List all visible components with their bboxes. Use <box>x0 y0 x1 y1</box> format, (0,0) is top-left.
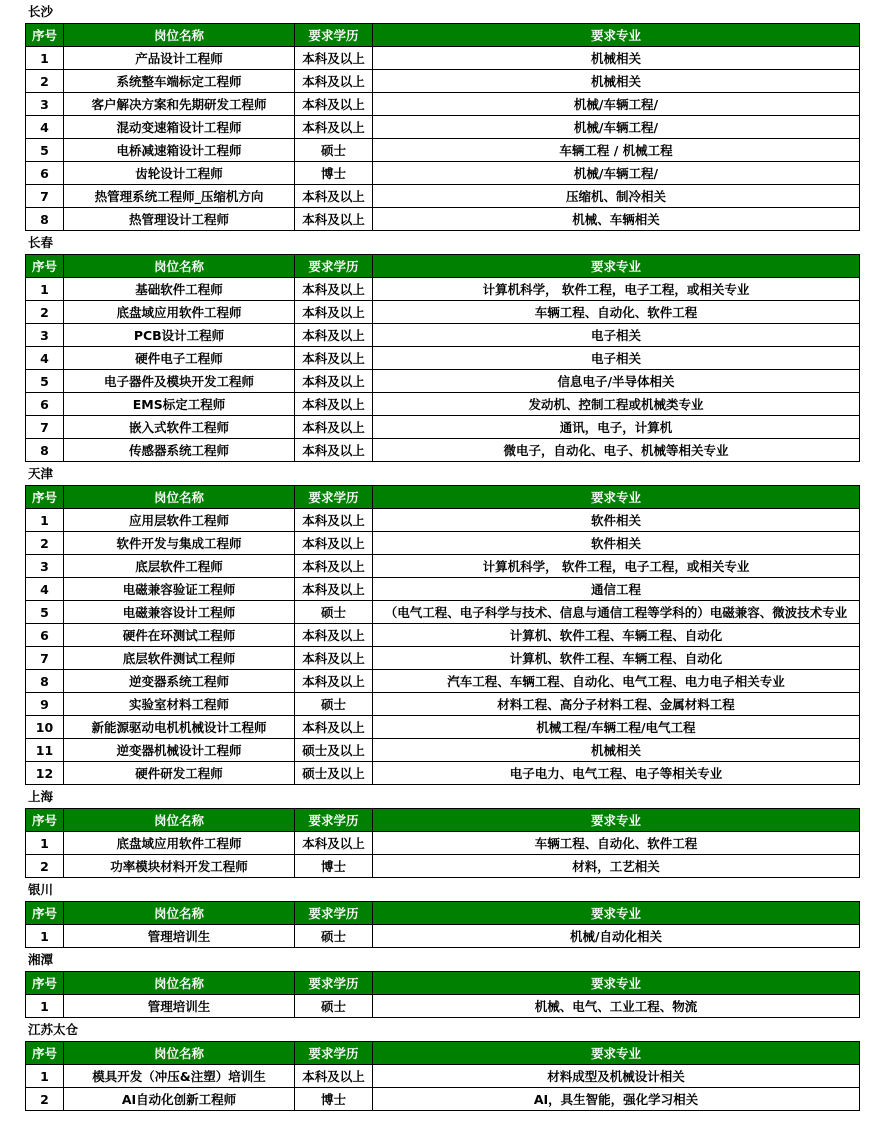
cell-education: 本科及以上 <box>295 47 373 70</box>
cell-position: 实验室材料工程师 <box>64 693 295 716</box>
cell-major: 计算机科学， 软件工程，电子工程，或相关专业 <box>373 278 860 301</box>
cell-seq: 1 <box>26 995 64 1018</box>
cell-major: 机械/车辆工程/ <box>373 116 860 139</box>
cell-education: 本科及以上 <box>295 670 373 693</box>
cell-seq: 6 <box>26 393 64 416</box>
header-seq: 序号 <box>26 902 64 925</box>
cell-seq: 7 <box>26 647 64 670</box>
header-position: 岗位名称 <box>64 24 295 47</box>
jobs-table <box>25 23 860 231</box>
cell-seq: 1 <box>26 832 64 855</box>
cell-seq: 5 <box>26 370 64 393</box>
cell-education: 硕士 <box>295 601 373 624</box>
cell-position: 客户解决方案和先期研发工程师 <box>64 93 295 116</box>
cell-education: 博士 <box>295 162 373 185</box>
cell-major: 机械、电气、工业工程、物流 <box>373 995 860 1018</box>
jobs-table <box>25 254 860 462</box>
cell-major: 通讯，电子，计算机 <box>373 416 860 439</box>
header-education: 要求学历 <box>295 255 373 278</box>
table-row <box>26 347 860 370</box>
table-row <box>26 762 860 785</box>
jobs-table <box>25 1041 860 1111</box>
table-row <box>26 70 860 93</box>
cell-position: 混动变速箱设计工程师 <box>64 116 295 139</box>
cell-position: 管理培训生 <box>64 925 295 948</box>
table-row <box>26 832 860 855</box>
cell-major: 微电子，自动化、电子、机械等相关专业 <box>373 439 860 462</box>
cell-position: 硬件研发工程师 <box>64 762 295 785</box>
cell-position: 产品设计工程师 <box>64 47 295 70</box>
cell-seq: 9 <box>26 693 64 716</box>
cell-major: 信息电子/半导体相关 <box>373 370 860 393</box>
table-row <box>26 416 860 439</box>
cell-position: 硬件电子工程师 <box>64 347 295 370</box>
table-row <box>26 93 860 116</box>
table-row <box>26 185 860 208</box>
header-education: 要求学历 <box>295 809 373 832</box>
header-position: 岗位名称 <box>64 486 295 509</box>
cell-education: 本科及以上 <box>295 70 373 93</box>
cell-major: 汽车工程、车辆工程、自动化、电气工程、电力电子相关专业 <box>373 670 860 693</box>
cell-major: 发动机、控制工程或机械类专业 <box>373 393 860 416</box>
cell-major: 车辆工程、自动化、软件工程 <box>373 832 860 855</box>
cell-position: EMS标定工程师 <box>64 393 295 416</box>
header-major: 要求专业 <box>373 972 860 995</box>
table-header-row <box>26 902 860 925</box>
cell-education: 博士 <box>295 1088 373 1111</box>
cell-position: 软件开发与集成工程师 <box>64 532 295 555</box>
cell-seq: 11 <box>26 739 64 762</box>
cell-major: 材料成型及机械设计相关 <box>373 1065 860 1088</box>
header-education: 要求学历 <box>295 1042 373 1065</box>
jobs-table <box>25 808 860 878</box>
cell-education: 本科及以上 <box>295 1065 373 1088</box>
cell-major: 压缩机、制冷相关 <box>373 185 860 208</box>
header-seq: 序号 <box>26 972 64 995</box>
table-row <box>26 162 860 185</box>
cell-education: 本科及以上 <box>295 578 373 601</box>
header-position: 岗位名称 <box>64 972 295 995</box>
cell-major: 车辆工程 / 机械工程 <box>373 139 860 162</box>
cell-seq: 8 <box>26 439 64 462</box>
cell-position: 底层软件测试工程师 <box>64 647 295 670</box>
table-row <box>26 555 860 578</box>
city-heading: 长沙 <box>28 4 54 19</box>
cell-major: 计算机、软件工程、车辆工程、自动化 <box>373 624 860 647</box>
cell-seq: 5 <box>26 601 64 624</box>
cell-education: 本科及以上 <box>295 116 373 139</box>
table-row <box>26 739 860 762</box>
cell-education: 本科及以上 <box>295 347 373 370</box>
cell-education: 硕士 <box>295 693 373 716</box>
cell-seq: 2 <box>26 1088 64 1111</box>
table-row <box>26 578 860 601</box>
cell-major: 电子相关 <box>373 347 860 370</box>
table-row <box>26 324 860 347</box>
table-row <box>26 370 860 393</box>
cell-education: 本科及以上 <box>295 208 373 231</box>
header-major: 要求专业 <box>373 486 860 509</box>
cell-education: 本科及以上 <box>295 185 373 208</box>
cell-education: 硕士 <box>295 139 373 162</box>
cell-position: 底盘域应用软件工程师 <box>64 832 295 855</box>
cell-major: 通信工程 <box>373 578 860 601</box>
table-row <box>26 532 860 555</box>
cell-education: 本科及以上 <box>295 716 373 739</box>
cell-position: 电磁兼容设计工程师 <box>64 601 295 624</box>
cell-education: 本科及以上 <box>295 439 373 462</box>
cell-major: 机械、车辆相关 <box>373 208 860 231</box>
table-row <box>26 693 860 716</box>
cell-seq: 2 <box>26 70 64 93</box>
table-row <box>26 670 860 693</box>
table-header-row <box>26 255 860 278</box>
cell-position: 基础软件工程师 <box>64 278 295 301</box>
cell-education: 硕士及以上 <box>295 762 373 785</box>
cell-position: 硬件在环测试工程师 <box>64 624 295 647</box>
table-header-row <box>26 24 860 47</box>
header-seq: 序号 <box>26 809 64 832</box>
table-row <box>26 925 860 948</box>
city-heading: 天津 <box>28 466 54 481</box>
header-education: 要求学历 <box>295 486 373 509</box>
cell-education: 本科及以上 <box>295 93 373 116</box>
cell-seq: 3 <box>26 93 64 116</box>
cell-seq: 2 <box>26 532 64 555</box>
table-row <box>26 509 860 532</box>
cell-major: 材料，工艺相关 <box>373 855 860 878</box>
cell-education: 本科及以上 <box>295 532 373 555</box>
cell-position: 系统整车端标定工程师 <box>64 70 295 93</box>
cell-position: 电子器件及模块开发工程师 <box>64 370 295 393</box>
cell-position: 功率模块材料开发工程师 <box>64 855 295 878</box>
cell-seq: 3 <box>26 555 64 578</box>
cell-position: 电磁兼容验证工程师 <box>64 578 295 601</box>
table-header-row <box>26 809 860 832</box>
header-seq: 序号 <box>26 24 64 47</box>
header-seq: 序号 <box>26 255 64 278</box>
city-heading: 银川 <box>28 882 54 897</box>
cell-seq: 8 <box>26 670 64 693</box>
cell-seq: 1 <box>26 278 64 301</box>
cell-seq: 1 <box>26 509 64 532</box>
cell-position: 齿轮设计工程师 <box>64 162 295 185</box>
table-header-row <box>26 486 860 509</box>
table-header-row <box>26 972 860 995</box>
cell-major: AI，具生智能，强化学习相关 <box>373 1088 860 1111</box>
cell-education: 本科及以上 <box>295 647 373 670</box>
cell-education: 本科及以上 <box>295 301 373 324</box>
table-row <box>26 601 860 624</box>
cell-education: 硕士 <box>295 925 373 948</box>
cell-seq: 6 <box>26 624 64 647</box>
cell-seq: 6 <box>26 162 64 185</box>
header-position: 岗位名称 <box>64 255 295 278</box>
header-position: 岗位名称 <box>64 1042 295 1065</box>
cell-position: 嵌入式软件工程师 <box>64 416 295 439</box>
cell-position: 逆变器系统工程师 <box>64 670 295 693</box>
header-position: 岗位名称 <box>64 809 295 832</box>
cell-education: 本科及以上 <box>295 509 373 532</box>
cell-seq: 1 <box>26 1065 64 1088</box>
cell-education: 博士 <box>295 855 373 878</box>
cell-education: 硕士及以上 <box>295 739 373 762</box>
cell-seq: 7 <box>26 185 64 208</box>
job-listing-document <box>25 0 859 1111</box>
cell-education: 本科及以上 <box>295 370 373 393</box>
cell-major: 机械/车辆工程/ <box>373 162 860 185</box>
cell-major: 机械工程/车辆工程/电气工程 <box>373 716 860 739</box>
table-row <box>26 208 860 231</box>
cell-position: 底盘域应用软件工程师 <box>64 301 295 324</box>
header-major: 要求专业 <box>373 902 860 925</box>
cell-seq: 12 <box>26 762 64 785</box>
cell-seq: 2 <box>26 301 64 324</box>
cell-major: 车辆工程、自动化、软件工程 <box>373 301 860 324</box>
cell-major: （电气工程、电子科学与技术、信息与通信工程等学科的）电磁兼容、微波技术专业 <box>373 601 860 624</box>
city-heading: 长春 <box>28 235 54 250</box>
header-education: 要求学历 <box>295 972 373 995</box>
cell-major: 电子相关 <box>373 324 860 347</box>
city-heading: 湘潭 <box>28 952 54 967</box>
cell-position: 底层软件工程师 <box>64 555 295 578</box>
header-seq: 序号 <box>26 486 64 509</box>
cell-education: 本科及以上 <box>295 324 373 347</box>
table-row <box>26 278 860 301</box>
cell-position: 新能源驱动电机机械设计工程师 <box>64 716 295 739</box>
cell-position: 热管理设计工程师 <box>64 208 295 231</box>
cell-seq: 3 <box>26 324 64 347</box>
cell-seq: 4 <box>26 578 64 601</box>
header-major: 要求专业 <box>373 1042 860 1065</box>
header-education: 要求学历 <box>295 24 373 47</box>
header-seq: 序号 <box>26 1042 64 1065</box>
table-row <box>26 301 860 324</box>
jobs-table <box>25 971 860 1018</box>
table-row <box>26 647 860 670</box>
cell-position: 管理培训生 <box>64 995 295 1018</box>
table-row <box>26 995 860 1018</box>
header-major: 要求专业 <box>373 255 860 278</box>
cell-education: 本科及以上 <box>295 393 373 416</box>
header-major: 要求专业 <box>373 809 860 832</box>
cell-seq: 1 <box>26 925 64 948</box>
cell-position: 模具开发（冲压&注塑）培训生 <box>64 1065 295 1088</box>
cell-major: 机械/自动化相关 <box>373 925 860 948</box>
city-heading: 江苏太仓 <box>28 1022 79 1037</box>
cell-seq: 4 <box>26 347 64 370</box>
table-row <box>26 1065 860 1088</box>
header-major: 要求专业 <box>373 24 860 47</box>
jobs-table <box>25 485 860 785</box>
table-header-row <box>26 1042 860 1065</box>
table-row <box>26 139 860 162</box>
cell-major: 机械相关 <box>373 70 860 93</box>
cell-seq: 1 <box>26 47 64 70</box>
cell-seq: 7 <box>26 416 64 439</box>
table-row <box>26 439 860 462</box>
table-row <box>26 855 860 878</box>
cell-seq: 2 <box>26 855 64 878</box>
header-position: 岗位名称 <box>64 902 295 925</box>
cell-seq: 10 <box>26 716 64 739</box>
cell-education: 本科及以上 <box>295 555 373 578</box>
cell-major: 计算机科学， 软件工程，电子工程，或相关专业 <box>373 555 860 578</box>
cell-position: 逆变器机械设计工程师 <box>64 739 295 762</box>
table-row <box>26 716 860 739</box>
cell-position: 热管理系统工程师_压缩机方向 <box>64 185 295 208</box>
cell-seq: 5 <box>26 139 64 162</box>
cell-major: 材料工程、高分子材料工程、金属材料工程 <box>373 693 860 716</box>
cell-position: 传感器系统工程师 <box>64 439 295 462</box>
cell-seq: 8 <box>26 208 64 231</box>
cell-major: 机械/车辆工程/ <box>373 93 860 116</box>
cell-major: 软件相关 <box>373 532 860 555</box>
jobs-table <box>25 901 860 948</box>
cell-education: 本科及以上 <box>295 278 373 301</box>
cell-position: PCB设计工程师 <box>64 324 295 347</box>
table-row <box>26 116 860 139</box>
cell-education: 本科及以上 <box>295 416 373 439</box>
city-heading: 上海 <box>28 789 54 804</box>
table-row <box>26 624 860 647</box>
table-row <box>26 393 860 416</box>
cell-seq: 4 <box>26 116 64 139</box>
cell-major: 软件相关 <box>373 509 860 532</box>
table-row <box>26 47 860 70</box>
cell-major: 机械相关 <box>373 47 860 70</box>
cell-education: 本科及以上 <box>295 624 373 647</box>
cell-major: 计算机、软件工程、车辆工程、自动化 <box>373 647 860 670</box>
header-education: 要求学历 <box>295 902 373 925</box>
cell-major: 电子电力、电气工程、电子等相关专业 <box>373 762 860 785</box>
cell-position: AI自动化创新工程师 <box>64 1088 295 1111</box>
cell-position: 应用层软件工程师 <box>64 509 295 532</box>
cell-position: 电桥减速箱设计工程师 <box>64 139 295 162</box>
cell-education: 硕士 <box>295 995 373 1018</box>
table-row <box>26 1088 860 1111</box>
cell-education: 本科及以上 <box>295 832 373 855</box>
cell-major: 机械相关 <box>373 739 860 762</box>
